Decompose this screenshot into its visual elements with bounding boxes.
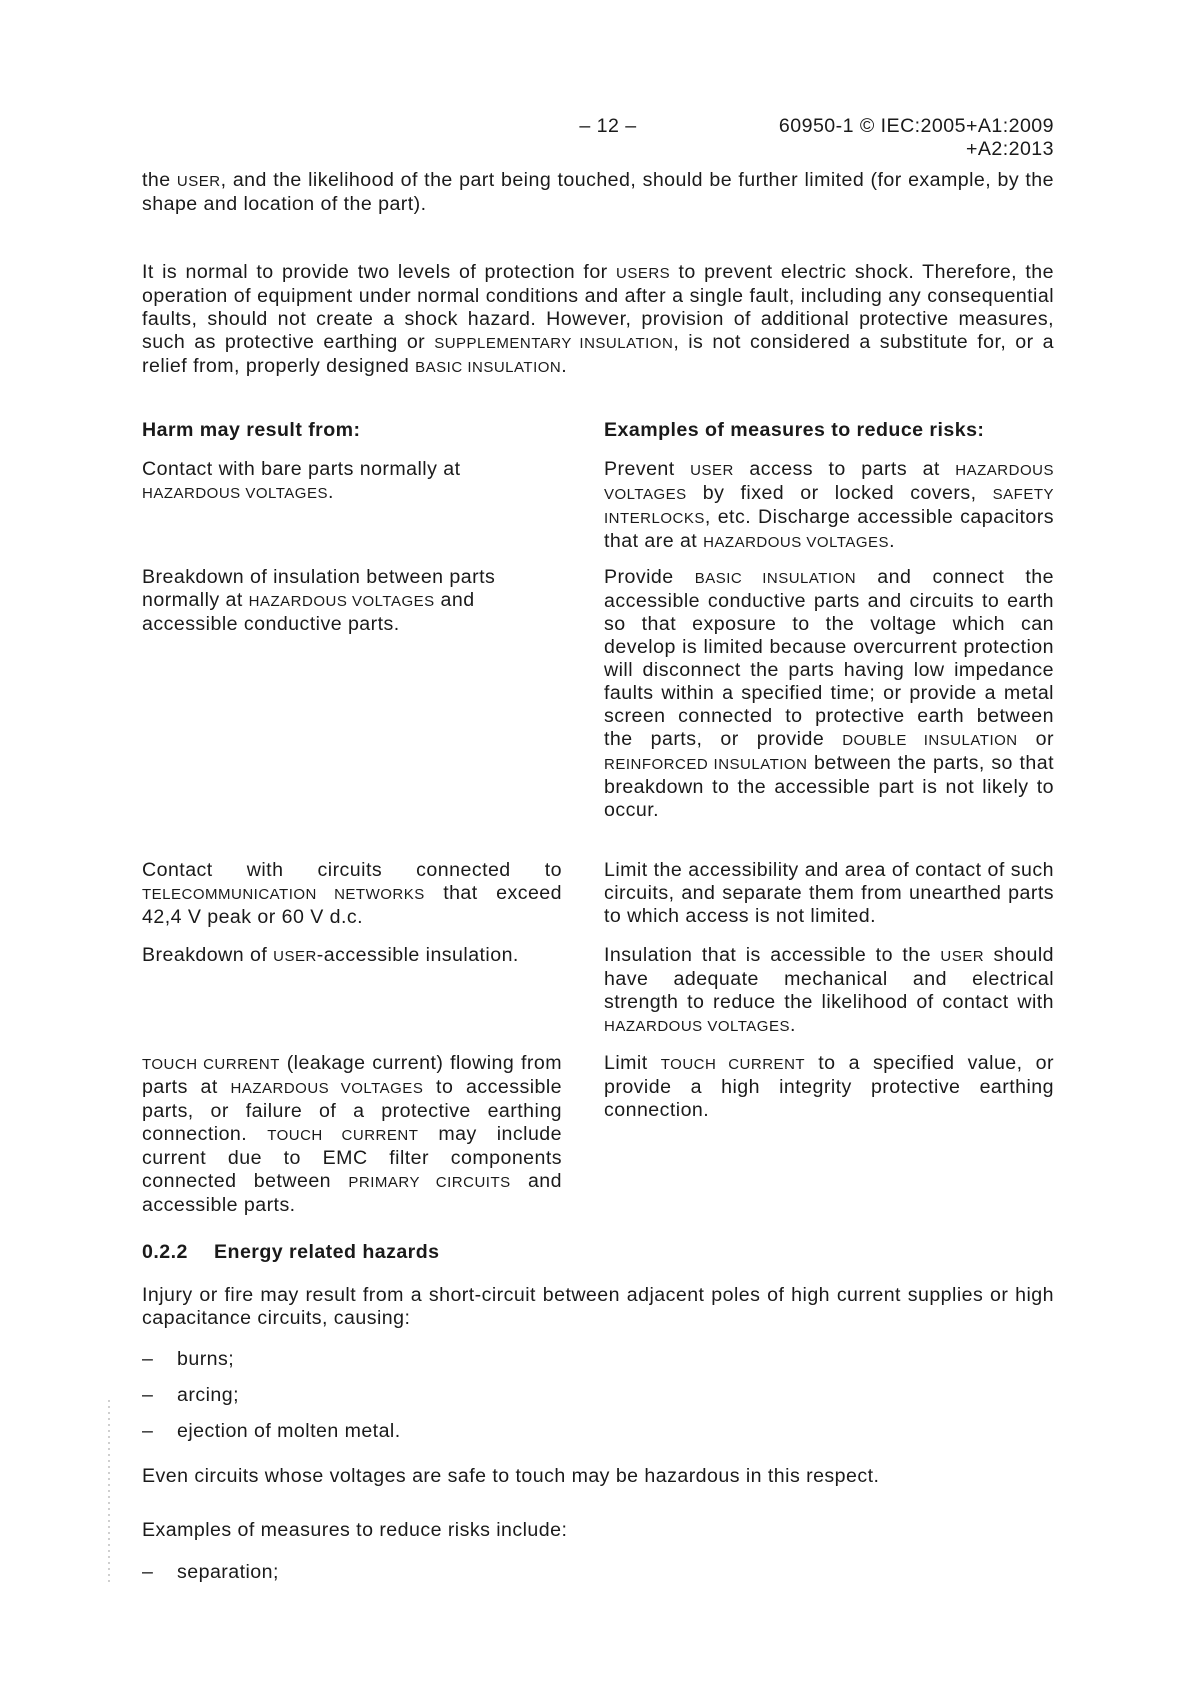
list-dash: – xyxy=(142,1561,154,1583)
table-heading-measures: Examples of measures to reduce risks: xyxy=(604,419,985,441)
table-row-4-harm: Breakdown of USER-accessible insulation. xyxy=(142,944,519,966)
term-supplementary-insulation: SUPPLEMENTARY INSULATION xyxy=(434,335,674,352)
list-item: – burns; xyxy=(142,1348,235,1370)
list-item: – arcing; xyxy=(142,1384,239,1406)
section-paragraph-1: Injury or fire may result from a short-circuit between adjacent poles of high current supplies or high capacitance circuits, causing: xyxy=(142,1284,1054,1329)
table-row-5-measure: Limit TOUCH CURRENT to a specified value, or provide a high integrity protective earthing connection. xyxy=(604,1052,1055,1121)
term-users: USERS xyxy=(615,265,671,282)
section-title: Energy related hazards xyxy=(214,1241,440,1263)
list-item: – ejection of molten metal. xyxy=(142,1420,401,1442)
section-heading xyxy=(142,1241,440,1264)
document-ref-line-2: +A2:2013 xyxy=(965,138,1054,160)
intro-paragraph-1: the USER, and the likelihood of the part being touched, should be further limited (for example, by the shape and location of the part). xyxy=(142,169,1055,215)
table-row-1-measure: Prevent USER access to parts at HAZARDOUS VOLTAGES by fixed or locked covers, SAFETY INTERLOCKS, etc. Discharge accessible capacitors that are at HAZARDOUS VOLTAGES. xyxy=(604,458,1054,552)
margin-watermark xyxy=(108,1400,110,1585)
term-basic-insulation: BASIC INSULATION xyxy=(415,359,562,376)
table-row-3-measure: Limit the accessibility and area of contact of such circuits, and separate them from unearthed parts to which access is not limited. xyxy=(604,859,1054,927)
table-row-2-harm: Breakdown of insulation between parts normally at HAZARDOUS VOLTAGES and accessible conductive parts. xyxy=(142,566,496,635)
page-number: – 12 – xyxy=(579,115,637,137)
table-row-3-harm: Contact with circuits connected to TELECOMMUNICATION NETWORKS that exceed 42,4 V peak or 60 V d.c. xyxy=(142,859,562,928)
section-number: 0.2.2 xyxy=(142,1241,188,1263)
table-heading-harm: Harm may result from: xyxy=(142,419,361,441)
list-dash: – xyxy=(142,1420,154,1442)
list-dash: – xyxy=(142,1348,154,1370)
document-ref-line-1: 60950-1 © IEC:2005+A1:2009 xyxy=(778,115,1054,137)
list-item: – separation; xyxy=(142,1561,279,1583)
table-row-2-measure: Provide BASIC INSULATION and connect the accessible conductive parts and circuits to earth so that exposure to the voltage which can develop is limited because overcurrent protection will disconnect the parts having low impedance faults within a specified time; or provide a metal screen connected to protective earth between the parts, or provide DOUBLE INSULATION or REINFORCED INSULATION between the parts, so that breakdown to the accessible part is not likely to occur. xyxy=(604,566,1054,821)
section-paragraph-3: Examples of measures to reduce risks include: xyxy=(142,1519,568,1541)
term-user: USER xyxy=(176,173,221,190)
intro-paragraph-2: It is normal to provide two levels of protection for USERS to prevent electric shock. Therefore, the operation of equipment under normal conditions and after a single fault, including any consequential faults, should not create a shock hazard. However, provision of additional protective measures, such as protective earthing or SUPPLEMENTARY INSULATION, is not considered a substitute for, or a relief from, properly designed BASIC INSULATION. xyxy=(142,261,1054,377)
table-row-1-harm: Contact with bare parts normally at HAZARDOUS VOLTAGES. xyxy=(142,458,461,503)
table-row-4-measure: Insulation that is accessible to the USER should have adequate mechanical and electrical strength to reduce the likelihood of contact with HAZARDOUS VOLTAGES. xyxy=(604,944,1054,1036)
section-paragraph-2: Even circuits whose voltages are safe to touch may be hazardous in this respect. xyxy=(142,1465,880,1487)
table-row-5-harm: TOUCH CURRENT (leakage current) flowing from parts at HAZARDOUS VOLTAGES to accessible parts, or failure of a protective earthing connection. TOUCH CURRENT may include current due to EMC filter components connected between PRIMARY CIRCUITS and accessible parts. xyxy=(142,1052,563,1216)
list-dash: – xyxy=(142,1384,154,1406)
document-reference xyxy=(700,115,1054,161)
